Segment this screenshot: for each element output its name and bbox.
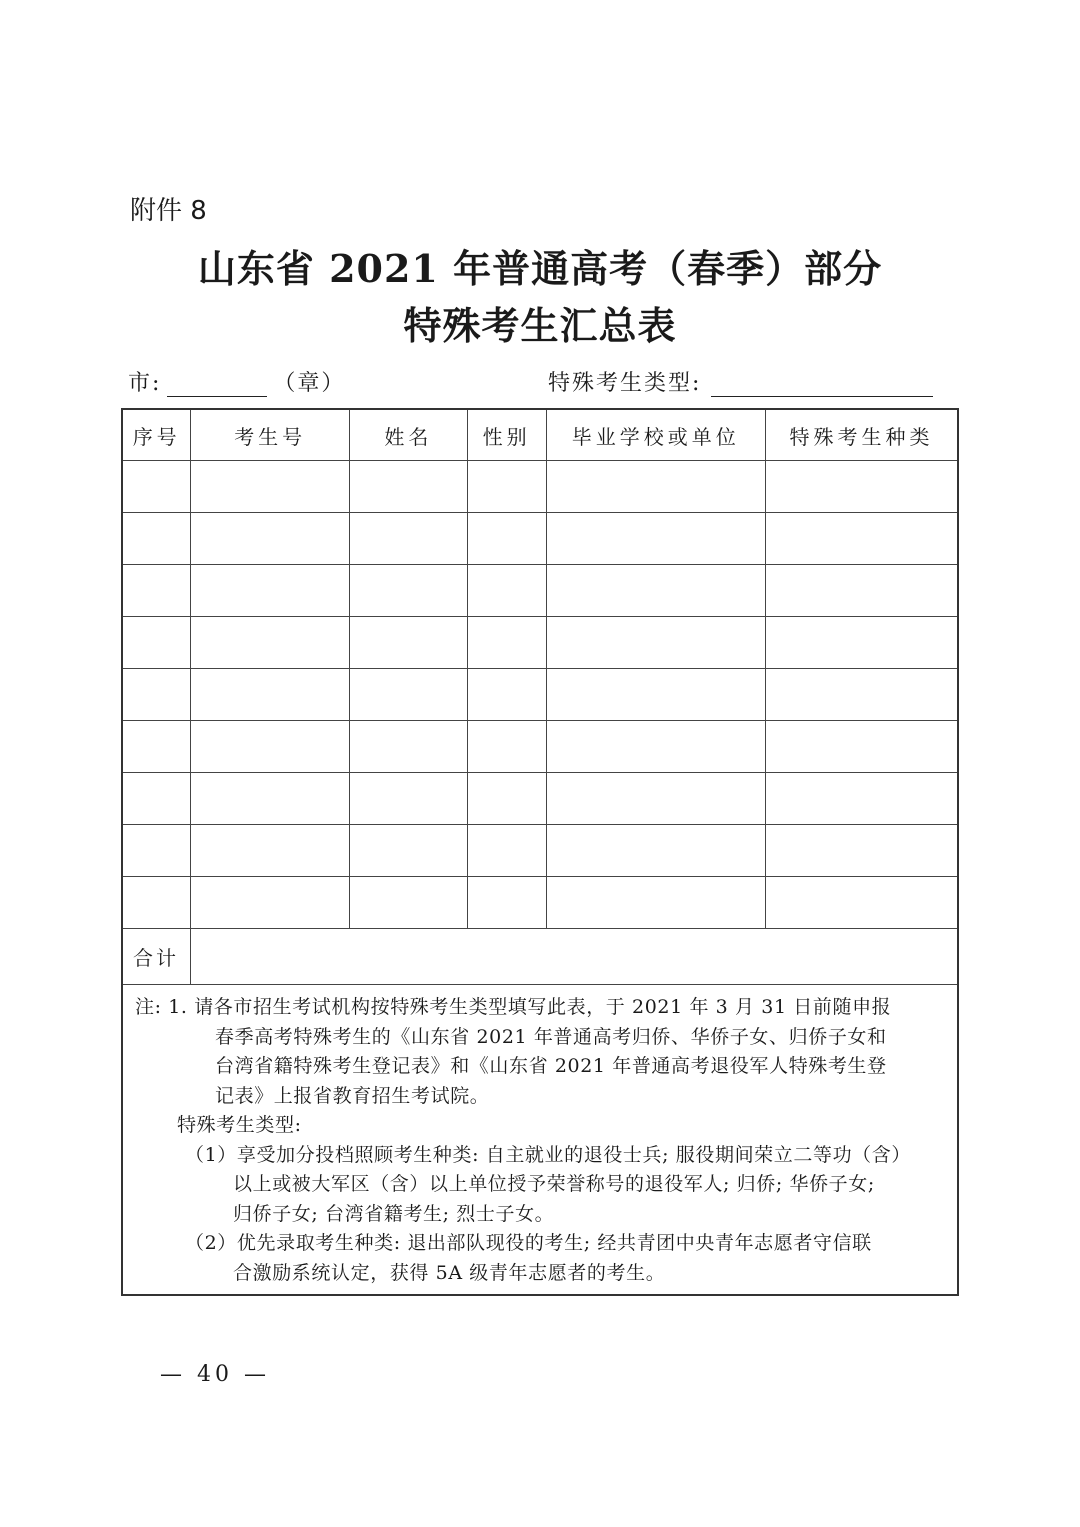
header-school: 毕业学校或单位 — [546, 409, 765, 461]
table-cell[interactable] — [191, 513, 350, 565]
table-cell[interactable] — [546, 669, 765, 721]
note-line-4: 记表》上报省教育招生考试院。 — [215, 1084, 490, 1107]
table-cell[interactable] — [546, 877, 765, 929]
total-label: 合计 — [122, 929, 191, 985]
city-label: 市: — [128, 371, 162, 396]
table-cell[interactable] — [191, 669, 350, 721]
table-cell[interactable] — [546, 513, 765, 565]
header-index: 序号 — [122, 409, 191, 461]
table-cell[interactable] — [191, 825, 350, 877]
table-cell[interactable] — [349, 565, 467, 617]
table-cell[interactable] — [765, 721, 958, 773]
table-cell[interactable] — [467, 565, 546, 617]
table-cell[interactable] — [122, 773, 191, 825]
note-item1-line1: （1）享受加分投档照顾考生种类: 自主就业的退役士兵; 服役期间荣立二等功（含） — [185, 1143, 911, 1166]
note-line-1: 注: 1. 请各市招生考试机构按特殊考生类型填写此表，于 2021 年 3 月 31 日前随申报 — [135, 996, 892, 1018]
stamp-label: （章） — [273, 371, 346, 396]
table-cell[interactable] — [765, 877, 958, 929]
table-cell[interactable] — [349, 461, 467, 513]
table-cell[interactable] — [349, 669, 467, 721]
table-cell[interactable] — [467, 461, 546, 513]
table-cell[interactable] — [765, 513, 958, 565]
table-cell[interactable] — [765, 773, 958, 825]
city-blank-line[interactable] — [167, 370, 267, 397]
table-row — [122, 721, 958, 773]
header-name: 姓名 — [349, 409, 467, 461]
table-cell[interactable] — [546, 461, 765, 513]
document-title-line2: 特殊考生汇总表 — [403, 303, 677, 348]
table-cell[interactable] — [546, 773, 765, 825]
table-cell[interactable] — [467, 721, 546, 773]
header-category: 特殊考生种类 — [765, 409, 958, 461]
note-item1-line3: 归侨子女; 台湾省籍考生; 烈士子女。 — [233, 1202, 555, 1225]
note-line-3: 台湾省籍特殊考生登记表》和《山东省 2021 年普通高考退役军人特殊考生登 — [215, 1055, 887, 1077]
table-cell[interactable] — [191, 877, 350, 929]
note-type-heading: 特殊考生类型: — [177, 1114, 302, 1136]
table-cell[interactable] — [122, 669, 191, 721]
table-cell[interactable] — [349, 825, 467, 877]
note-item1-line2: 以上或被大军区（含）以上单位授予荣誉称号的退役军人; 归侨; 华侨子女; — [233, 1173, 875, 1195]
table-cell[interactable] — [467, 617, 546, 669]
table-cell[interactable] — [467, 825, 546, 877]
notes-row — [122, 985, 958, 1296]
form-meta-row — [128, 366, 958, 402]
type-blank-line[interactable] — [711, 370, 933, 397]
table-header-row — [122, 409, 958, 461]
table-cell[interactable] — [467, 773, 546, 825]
total-row — [122, 929, 958, 985]
table-cell[interactable] — [122, 565, 191, 617]
type-field — [548, 366, 933, 397]
table-cell[interactable] — [467, 669, 546, 721]
table-cell[interactable] — [191, 721, 350, 773]
table-row — [122, 773, 958, 825]
summary-table — [121, 408, 959, 1296]
table-cell[interactable] — [467, 513, 546, 565]
table-cell[interactable] — [765, 825, 958, 877]
header-gender: 性别 — [467, 409, 546, 461]
city-field — [128, 366, 345, 397]
table-cell[interactable] — [122, 721, 191, 773]
header-exam-number: 考生号 — [191, 409, 350, 461]
table-cell[interactable] — [349, 617, 467, 669]
attachment-label: 附件 8 — [130, 196, 207, 226]
table-cell[interactable] — [191, 773, 350, 825]
table-cell[interactable] — [546, 721, 765, 773]
table-row — [122, 669, 958, 721]
table-cell[interactable] — [122, 825, 191, 877]
table-cell[interactable] — [765, 617, 958, 669]
total-value-cell[interactable] — [191, 929, 958, 985]
note-line-2: 春季高考特殊考生的《山东省 2021 年普通高考归侨、华侨子女、归侨子女和 — [215, 1025, 887, 1048]
table-cell[interactable] — [122, 513, 191, 565]
table-row — [122, 461, 958, 513]
note-item2-line2: 合激励系统认定，获得 5A 级青年志愿者的考生。 — [233, 1261, 666, 1284]
table-cell[interactable] — [546, 825, 765, 877]
table-row — [122, 513, 958, 565]
document-title-line1: 山东省 2021 年普通高考（春季）部分 — [197, 246, 883, 291]
table-cell[interactable] — [191, 565, 350, 617]
table-cell[interactable] — [349, 721, 467, 773]
table-cell[interactable] — [349, 773, 467, 825]
table-cell[interactable] — [765, 565, 958, 617]
type-label: 特殊考生类型: — [548, 371, 702, 396]
table-row — [122, 617, 958, 669]
table-row — [122, 877, 958, 929]
page-number: — 40 — — [160, 1362, 270, 1387]
table-cell[interactable] — [765, 669, 958, 721]
table-cell[interactable] — [546, 617, 765, 669]
table-cell[interactable] — [349, 877, 467, 929]
note-item2-line1: （2）优先录取考生种类: 退出部队现役的考生; 经共青团中央青年志愿者守信联 — [185, 1232, 872, 1254]
table-cell[interactable] — [467, 877, 546, 929]
table-cell[interactable] — [546, 565, 765, 617]
notes-cell — [122, 985, 958, 1296]
table-cell[interactable] — [122, 617, 191, 669]
table-row — [122, 565, 958, 617]
table-cell[interactable] — [191, 617, 350, 669]
table-cell[interactable] — [765, 461, 958, 513]
table-cell[interactable] — [122, 877, 191, 929]
table-row — [122, 825, 958, 877]
table-cell[interactable] — [191, 461, 350, 513]
table-cell[interactable] — [349, 513, 467, 565]
table-cell[interactable] — [122, 461, 191, 513]
